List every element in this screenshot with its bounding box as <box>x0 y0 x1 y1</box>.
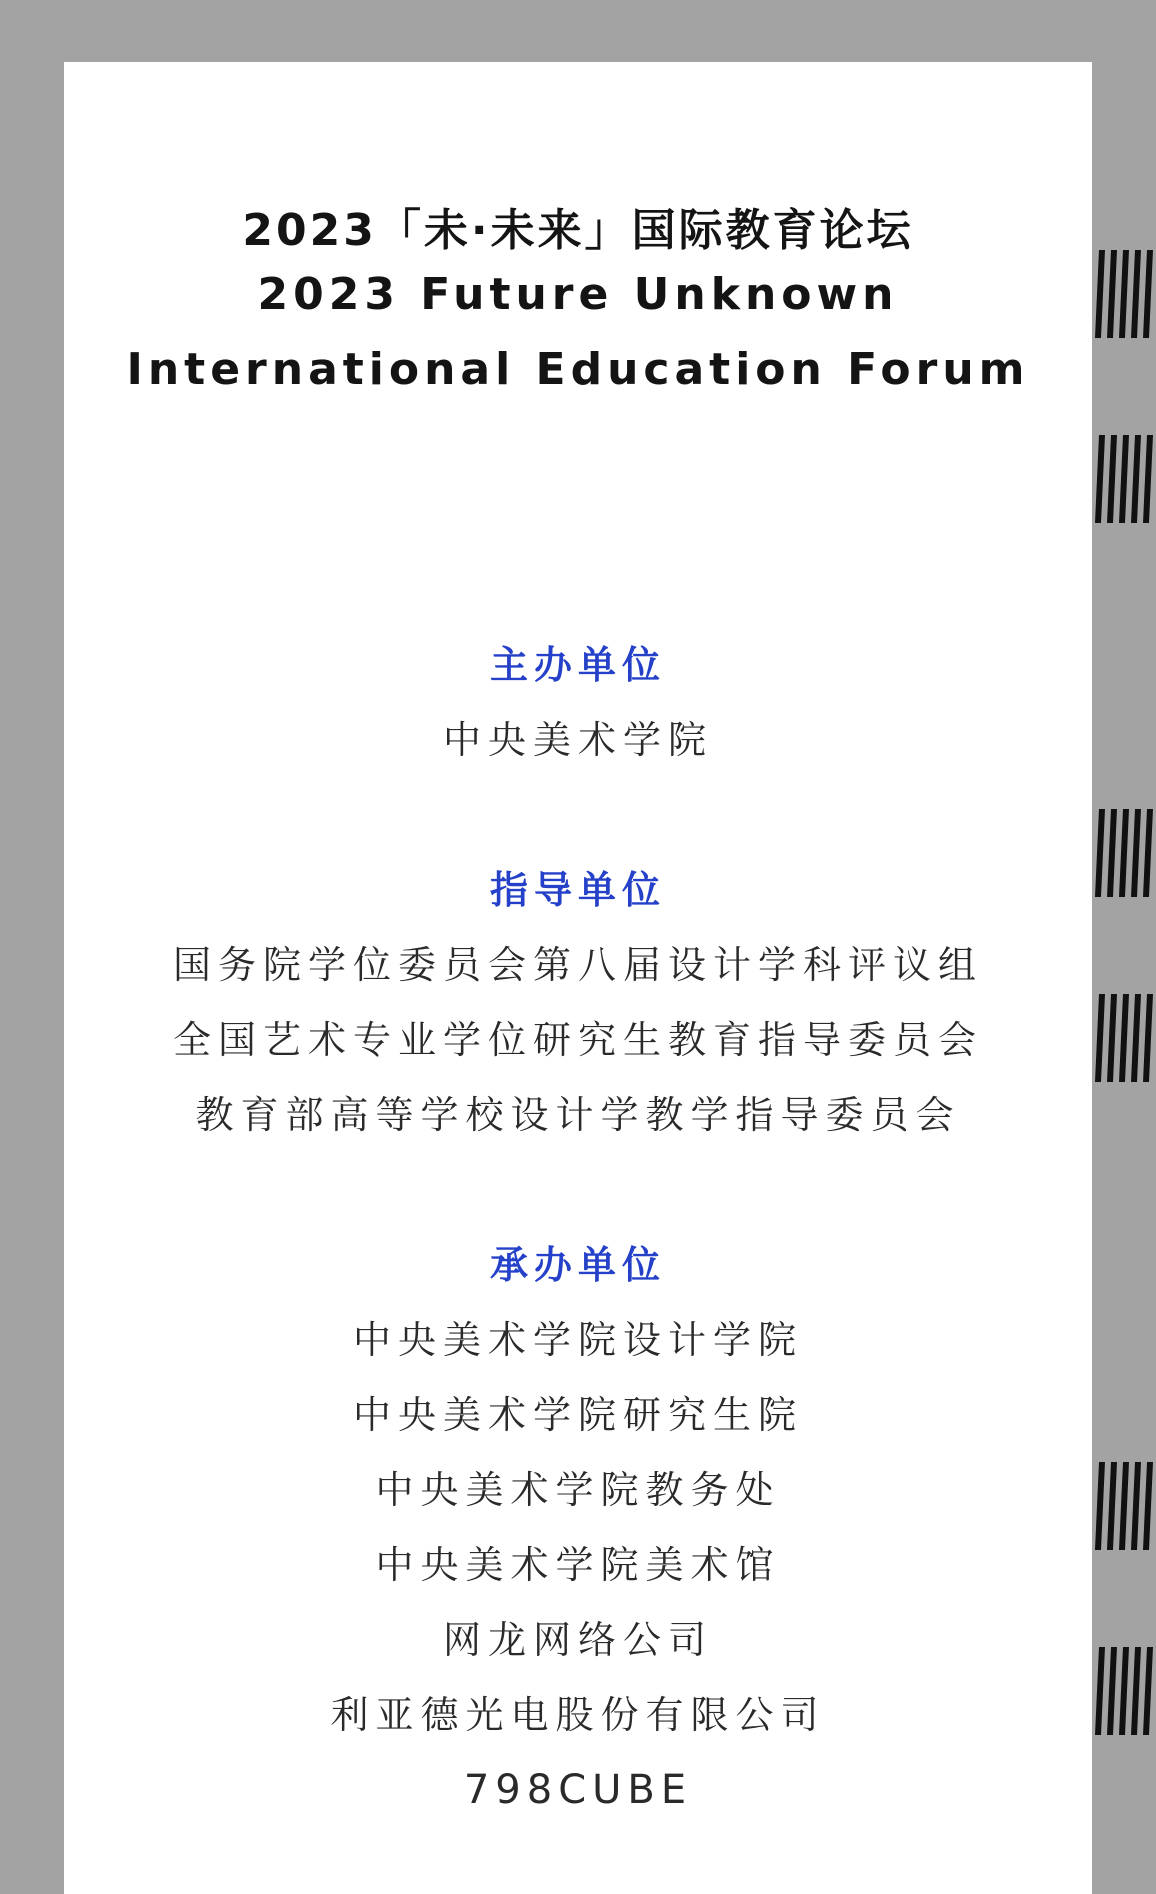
stripe-bar <box>1131 1462 1141 1550</box>
stripe-bar <box>1095 809 1105 897</box>
stripe-bar <box>1119 435 1129 523</box>
stripe-bar <box>1143 994 1153 1082</box>
guidance-item: 教育部高等学校设计学教学指导委员会 <box>195 1093 961 1137</box>
title-english-line2: International Education Forum <box>126 344 1030 395</box>
guidance-item: 全国艺术专业学位研究生教育指导委员会 <box>172 1018 983 1062</box>
organizer-item: 网龙网络公司 <box>442 1618 713 1662</box>
stripe-bar <box>1107 1462 1117 1550</box>
stripe-bar <box>1107 1647 1117 1735</box>
stripe-bar <box>1095 994 1105 1082</box>
organizer-item: 中央美术学院研究生院 <box>352 1393 803 1437</box>
stripe-bar <box>1143 1647 1153 1735</box>
guidance-heading: 指导单位 <box>489 868 666 912</box>
stripe-graphic <box>1092 433 1156 525</box>
title-chinese: 2023「未·未来」国际教育论坛 <box>242 205 914 256</box>
stripe-bar <box>1107 809 1117 897</box>
stripe-bar <box>1119 1647 1129 1735</box>
stripe-graphic <box>1092 248 1156 340</box>
stripe-decoration <box>1092 1645 1156 1737</box>
stripe-bar <box>1119 994 1129 1082</box>
stripe-decoration <box>1092 248 1156 340</box>
stripe-decoration <box>1092 433 1156 525</box>
stripe-bar <box>1131 809 1141 897</box>
guidance-item: 国务院学位委员会第八届设计学科评议组 <box>172 943 983 987</box>
stripe-bar <box>1095 1647 1105 1735</box>
stripe-graphic <box>1092 992 1156 1084</box>
stripe-bar <box>1107 435 1117 523</box>
organizer-item: 利亚德光电股份有限公司 <box>330 1693 826 1737</box>
host-heading: 主办单位 <box>489 643 666 687</box>
organizer-heading: 承办单位 <box>489 1243 666 1287</box>
stripe-bar <box>1143 809 1153 897</box>
guidance-section <box>64 853 1092 1153</box>
organizer-item: 中央美术学院教务处 <box>375 1468 781 1512</box>
stripe-decoration <box>1092 1460 1156 1552</box>
organizer-section <box>64 1228 1092 1828</box>
stripe-bar <box>1095 1462 1105 1550</box>
stripe-bar <box>1131 435 1141 523</box>
title-english-line1: 2023 Future Unknown <box>257 269 899 320</box>
content-card <box>64 62 1092 1894</box>
stripe-bar <box>1119 250 1129 338</box>
stripe-bar <box>1095 435 1105 523</box>
stripe-bar <box>1095 250 1105 338</box>
host-item: 中央美术学院 <box>442 718 713 762</box>
stripe-bar <box>1119 1462 1129 1550</box>
organizer-item: 中央美术学院美术馆 <box>375 1543 781 1587</box>
organizer-item: 798CUBE <box>463 1767 693 1813</box>
stripe-graphic <box>1092 807 1156 899</box>
stripe-bar <box>1143 435 1153 523</box>
stripe-bar <box>1119 809 1129 897</box>
stripe-decoration <box>1092 807 1156 899</box>
organizer-item: 中央美术学院设计学院 <box>352 1318 803 1362</box>
stripe-bar <box>1143 1462 1153 1550</box>
stripe-graphic <box>1092 1645 1156 1737</box>
stripe-decoration <box>1092 992 1156 1084</box>
host-section <box>64 628 1092 778</box>
stripe-bar <box>1131 994 1141 1082</box>
stripe-bar <box>1107 994 1117 1082</box>
stripe-bar <box>1143 250 1153 338</box>
stripe-graphic <box>1092 1460 1156 1552</box>
stripe-bar <box>1131 250 1141 338</box>
stripe-bar <box>1131 1647 1141 1735</box>
stripe-bar <box>1107 250 1117 338</box>
